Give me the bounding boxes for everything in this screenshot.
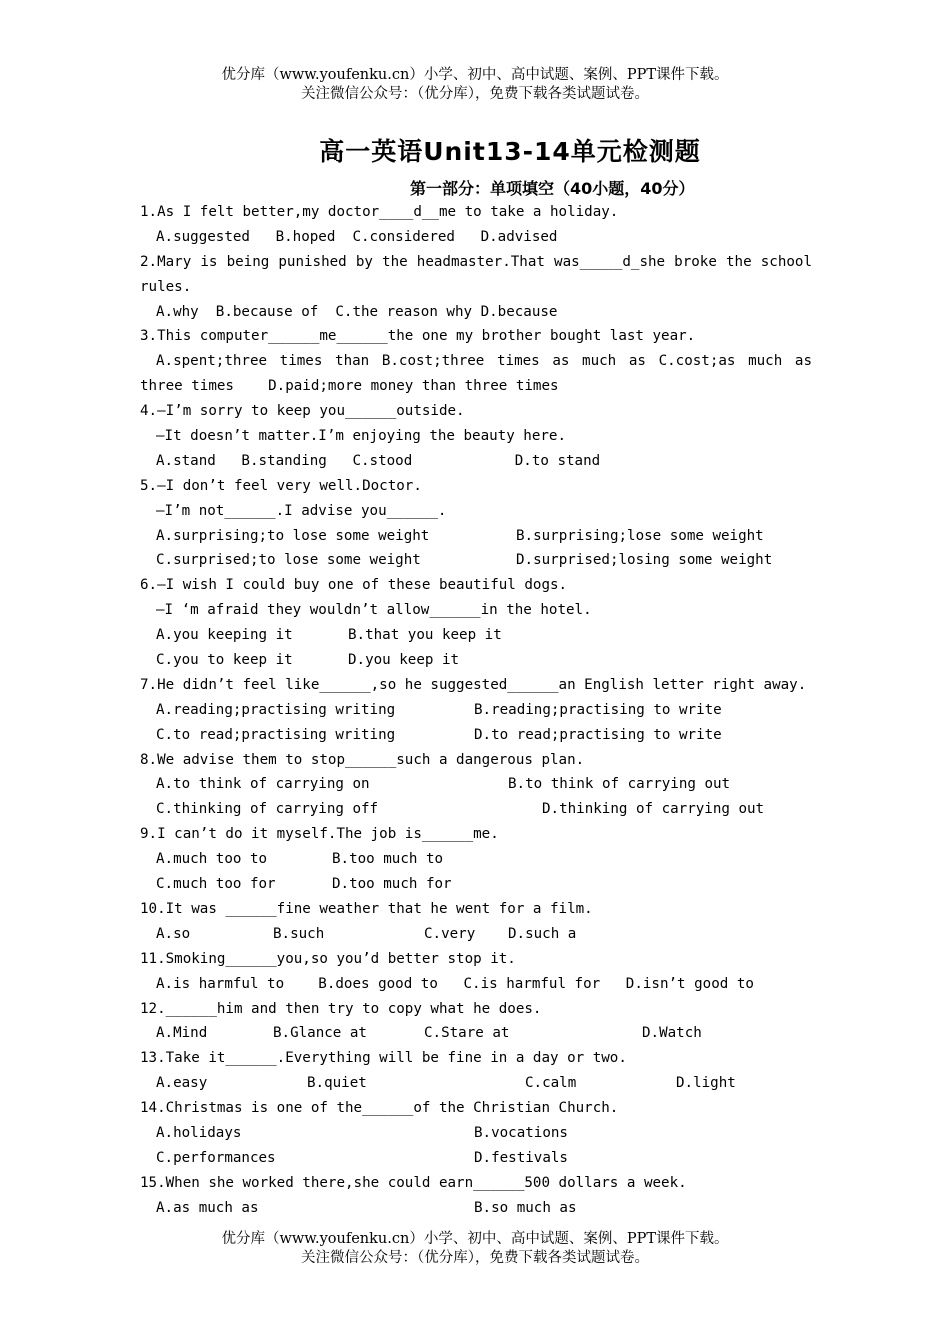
question-1: 1.As I felt better,my doctor____d__me to take a holiday. [140,204,619,220]
question-6-reply: —I ‘m afraid they wouldn’t allow______in the hotel. [156,602,592,619]
section-heading: 第一部分：单项填空（40小题，40分） [410,179,695,198]
option-b: B.quiet [307,1075,367,1092]
question-4-options: A.stand B.standing C.stood D.to stand [156,452,601,469]
question-5-options-row1 [140,524,812,549]
option-b: B.such [273,925,325,942]
option-d: D.thinking of carrying out [542,801,765,818]
question-8: 8.We advise them to stop______such a dangerous plan. [140,751,585,768]
option-b: B.surprising;lose some weight [516,527,764,544]
question-14-options-row2 [140,1146,812,1171]
question-7: 7.He didn’t feel like______,so he suggested______an English letter right away. [140,676,807,693]
option-c: C.surprised;to lose some weight [156,552,421,569]
option-b: B.that you keep it [348,627,502,644]
page-title: 高一英语Unit13-14单元检测题 [319,137,701,166]
option-b: B.to think of carrying out [508,776,731,793]
header-line-2: 关注微信公众号：（优分库），免费下载各类试题试卷。 [301,86,649,102]
question-14: 14.Christmas is one of the______of the Christian Church. [140,1100,619,1117]
question-2-options: A.why B.because of C.the reason why D.because [156,303,558,320]
option-a: A.Mind [156,1025,208,1042]
question-7-options-row2 [140,723,812,748]
question-6: 6.—I wish I could buy one of these beautiful dogs. [140,577,568,594]
question-11: 11.Smoking______you,so you’d better stop it. [140,950,516,967]
question-list [140,200,812,1221]
option-b: B.reading;practising to write [474,701,722,718]
option-d: D.too much for [332,876,452,893]
option-d: D.surprised;losing some weight [516,552,773,569]
question-2: 2.Mary is being punished by the headmaster.That was_____d_she broke the school [140,253,812,270]
page-footer [0,1230,950,1268]
question-13-options [140,1071,812,1096]
question-8-options-row2 [140,797,812,822]
option-a: A.surprising;to lose some weight [156,527,430,544]
option-d: D.light [676,1075,736,1092]
option-a: A.reading;practising writing [156,701,396,718]
question-15: 15.When she worked there,she could earn______500 dollars a week. [140,1174,687,1191]
question-13: 13.Take it______.Everything will be fine in a day or two. [140,1050,627,1067]
option-a: A.much too to [156,851,268,868]
option-a: A.easy [156,1075,208,1092]
question-5-reply: —I’m not______.I advise you______. [156,502,447,519]
question-10: 10.It was ______fine weather that he went for a film. [140,900,593,917]
option-d: D.you keep it [348,652,460,669]
question-11-options: A.is harmful to B.does good to C.is harmful for D.isn’t good to [156,975,754,992]
question-12: 12.______him and then try to copy what he does. [140,1000,542,1017]
question-14-options-row1 [140,1121,812,1146]
option-a: A.to think of carrying on [156,776,370,793]
option-d: D.such a [508,925,577,942]
option-a: A.as much as [156,1199,259,1216]
footer-line-1: 优分库（www.youfenku.cn）小学、初中、高中试题、案例、PPT课件下载。 [221,1231,729,1247]
option-c: C.thinking of carrying off [156,801,379,818]
option-d: D.festivals [474,1149,568,1166]
question-2-cont: rules. [140,278,192,295]
option-c: C.very [424,925,476,942]
option-b: B.too much to [332,851,444,868]
question-9-options-row2 [140,872,812,897]
question-8-options-row1 [140,772,812,797]
question-5: 5.—I don’t feel very well.Doctor. [140,477,422,494]
question-15-options-row1 [140,1196,812,1221]
option-a: A.you keeping it [156,627,293,644]
option-b: B.vocations [474,1124,568,1141]
question-3-options: A.spent;three times than B.cost;three times as much as C.cost;as much as [156,353,812,370]
option-b: B.so much as [474,1199,577,1216]
question-9: 9.I can’t do it myself.The job is______me. [140,826,499,843]
option-c: C.calm [525,1075,577,1092]
header-line-1: 优分库（www.youfenku.cn）小学、初中、高中试题、案例、PPT课件下载。 [221,67,729,83]
question-1-options: A.suggested B.hoped C.considered D.advised [156,228,558,245]
question-9-options-row1 [140,847,812,872]
footer-line-2: 关注微信公众号：（优分库），免费下载各类试题试卷。 [301,1250,649,1266]
question-7-options-row1 [140,698,812,723]
option-d: D.Watch [642,1025,702,1042]
question-4: 4.—I’m sorry to keep you______outside. [140,403,465,420]
question-12-options [140,1021,812,1046]
question-3-options-cont: three times D.paid;more money than three times [140,378,559,395]
option-a: A.so [156,925,191,942]
question-5-options-row2 [140,548,812,573]
question-4-reply: —It doesn’t matter.I’m enjoying the beauty here. [156,428,566,445]
question-10-options [140,922,812,947]
question-6-options-row2 [140,648,812,673]
option-c: C.you to keep it [156,652,293,669]
option-b: B.Glance at [273,1025,367,1042]
option-c: C.Stare at [424,1025,510,1042]
option-c: C.much too for [156,876,276,893]
option-c: C.to read;practising writing [156,726,396,743]
option-a: A.holidays [156,1124,242,1141]
question-6-options-row1 [140,623,812,648]
option-d: D.to read;practising to write [474,726,722,743]
option-c: C.performances [156,1149,276,1166]
question-3: 3.This computer______me______the one my brother bought last year. [140,328,696,345]
page-header [0,66,950,104]
